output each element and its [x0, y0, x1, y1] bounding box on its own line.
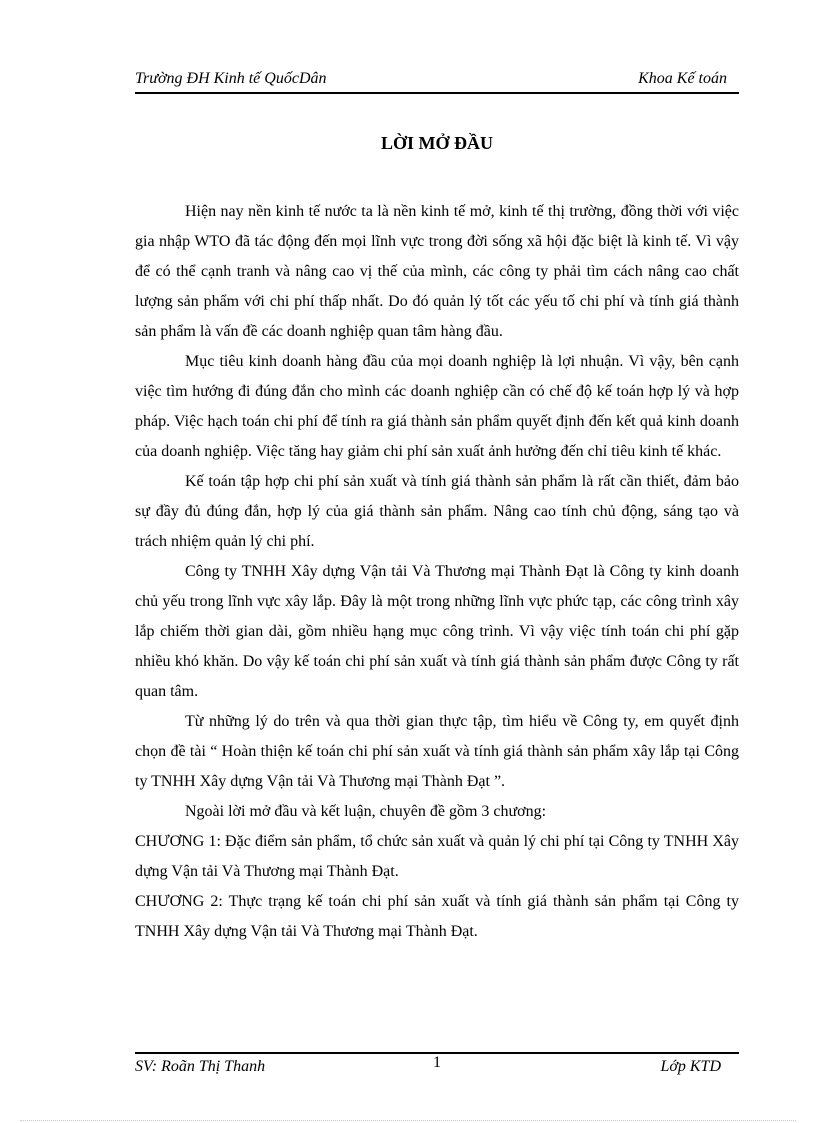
paragraph: Ngoài lời mở đầu và kết luận, chuyên đề gồm 3 chương: [185, 803, 547, 820]
page-footer [135, 1052, 739, 1078]
paragraph: Kế toán tập hợp chi phí sản xuất và tính giá thành sản phẩm là rất cần thiết, đảm bảo sự đầy đủ đúng đắn, hợp lý của giá thành sản phẩm. Nâng cao tính chủ động, sáng tạo và trách nhiệm quản lý chi phí. [135, 473, 739, 550]
page-header [135, 68, 739, 94]
chapter-item: CHƯƠNG 2: Thực trạng kế toán chi phí sản xuất và tính giá thành sản phẩm tại Công ty TNHH Xây dựng Vận tải Và Thương mại Thành Đạt. [135, 893, 739, 940]
paragraph: Hiện nay nền kinh tế nước ta là nền kinh tế mở, kinh tế thị trường, đồng thời với việc gia nhập WTO đã tác động đến mọi lĩnh vực trong đời sống xã hội đặc biệt là kinh tế. Vì vậy để có thể cạnh tranh và nâng cao vị thế của mình, các công ty phải tìm cách nâng cao chất lượng sản phẩm với chi phí thấp nhất. Do đó quản lý tốt các yếu tố chi phí và tính giá thành sản phẩm là vấn đề các doanh nghiệp quan tâm hàng đầu. [135, 203, 739, 340]
paragraph: Từ những lý do trên và qua thời gian thực tập, tìm hiểu về Công ty, em quyết định chọn đề tài “ Hoàn thiện kế toán chi phí sản xuất và tính giá thành sản phẩm xây lắp tại Công ty TNHH Xây dựng Vận tải Và Thương mại Thành Đạt ”. [135, 713, 739, 790]
footer-class: Lớp KTD [660, 1058, 721, 1075]
paragraph: Mục tiêu kinh doanh hàng đầu của mọi doanh nghiệp là lợi nhuận. Vì vậy, bên cạnh việc tìm hướng đi đúng đắn cho mình các doanh nghiệp cần có chế độ kế toán hợp lý và hợp pháp. Việc hạch toán chi phí để tính ra giá thành sản phẩm quyết định đến kết quả kinh doanh của doanh nghiệp. Việc tăng hay giảm chi phí sản xuất ảnh hưởng đến chỉ tiêu kinh tế khác. [135, 353, 739, 460]
header-school: Trường ĐH Kinh tế QuốcDân [135, 70, 327, 87]
page-title: LỜI MỞ ĐẦU [381, 133, 493, 153]
header-faculty: Khoa Kế toán [638, 70, 727, 87]
paragraph: Công ty TNHH Xây dựng Vận tải Và Thương mại Thành Đạt là Công ty kinh doanh chủ yếu trong lĩnh vực xây lắp. Đây là một trong những lĩnh vực phức tạp, các công trình xây lắp chiếm thời gian dài, gồm nhiều hạng mục công trình. Vì vậy việc tính toán chi phí gặp nhiều khó khăn. Do vậy kế toán chi phí sản xuất và tính giá thành sản phẩm được Công ty rất quan tâm. [135, 563, 739, 700]
document-body [135, 197, 739, 947]
chapter-item: CHƯƠNG 1: Đặc điểm sản phẩm, tổ chức sản xuất và quản lý chi phí tại Công ty TNHH Xây dựng Vận tải Và Thương mại Thành Đạt. [135, 833, 739, 880]
page-bottom-divider [20, 1120, 796, 1121]
page-number: 1 [433, 1054, 441, 1071]
footer-student: SV: Roãn Thị Thanh [135, 1058, 266, 1075]
